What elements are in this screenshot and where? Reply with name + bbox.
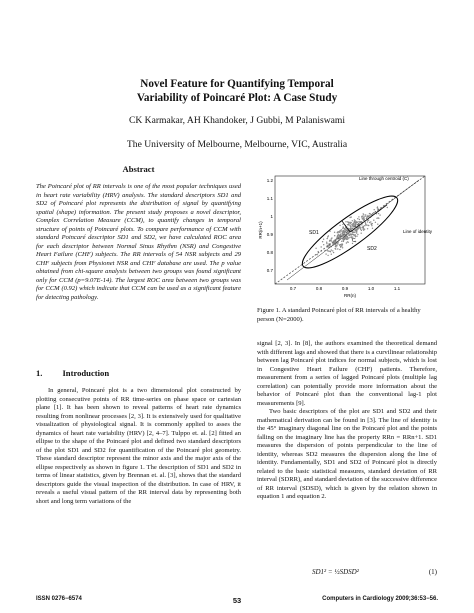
scatter-point: [354, 232, 355, 233]
scatter-point: [317, 254, 318, 255]
scatter-point: [345, 221, 346, 222]
scatter-point: [377, 224, 378, 225]
scatter-point: [341, 241, 342, 242]
right-column-text: [257, 340, 437, 502]
scatter-point: [351, 222, 352, 223]
scatter-point: [346, 242, 347, 243]
scatter-point: [353, 226, 354, 227]
scatter-point: [365, 223, 366, 224]
right-paragraph-2: Two basic descriptors of the plot are SD1 and SD2 and their mathematical derivation can be found in [3]. The line of identity is the 45° imaginary diagonal line on the Poincaré plot and the points falling on the imaginary line has the property RRn = RRn+1. SD1 measures the dispersion of points perpendicular to the line of identity, whereas SD2 measures the dispersion along the line of identity. Fundamentally, SD1 and SD2 of Poincaré plot is directly related to the basic statistical measures, standard deviation of RR interval (SDRR), and standard deviation of the successive difference of RR interval (SDSD), which is given by the relation shown in equation 1 and equation 2.: [257, 408, 437, 500]
scatter-point: [328, 250, 329, 251]
scatter-point: [332, 243, 333, 244]
scatter-point: [325, 253, 326, 254]
scatter-point: [339, 225, 340, 226]
x-tick-label: 0.9: [341, 286, 349, 291]
scatter-point: [343, 227, 344, 228]
label-centroid: C: [352, 238, 356, 244]
scatter-point: [355, 234, 356, 235]
scatter-point: [372, 228, 373, 229]
footer-page-number: 53: [232, 596, 242, 605]
scatter-point: [363, 218, 364, 219]
scatter-point: [329, 251, 330, 252]
scatter-point: [328, 235, 329, 236]
scatter-point: [334, 232, 335, 233]
scatter-point: [323, 244, 324, 245]
scatter-point: [369, 222, 370, 223]
scatter-point: [349, 228, 350, 229]
affiliation: The University of Melbourne, Melbourne, VIC, Australia: [126, 139, 348, 150]
y-tick-label: 0.8: [266, 250, 273, 255]
scatter-point: [339, 235, 340, 236]
scatter-point: [336, 245, 337, 246]
scatter-point: [344, 239, 345, 240]
scatter-point: [355, 229, 356, 230]
intro-text: [36, 387, 241, 506]
scatter-point: [348, 234, 349, 235]
scatter-point: [354, 219, 355, 220]
scatter-point: [337, 236, 338, 237]
scatter-point: [343, 239, 344, 240]
scatter-point: [321, 246, 322, 247]
scatter-point: [359, 219, 360, 220]
scatter-point: [341, 229, 342, 230]
intro-paragraph: In general, Poincaré plot is a two dimensional plot constructed by plotting consecutive points of RR time-series on phase space or cartesian plane [1]. It has been shown to reveal patterns of heart rate dynamics resulting from nonlinear processes [2, 3]. It is extensively used for qualitative visualization of physiological signal. It is commonly applied to asses the dynamics of heart rate variability (HRV) [2, 4–7]. Tulppo et. al. [2] fitted an ellipse to the shape of the Poincaré plot and defined two standard descriptors of the plot SD1 and SD2 for quantification of the Poincaré plot geometry. These standard descriptor represent the minor axis and the major axis of the ellipse respectively as shown in figure 1. The description of SD1 and SD2 in terms of linear statistics, given by Brennan et. al. [3], shows that the standard descriptors guide the visual inspection of the distribution. In case of HRV, it reveals a useful visual pattern of the RR interval data by representing both short and long term variations of the: [36, 387, 241, 505]
x-tick-label: 0.8: [315, 286, 323, 291]
abstract-text: The Poincaré plot of RR intervals is one of the most popular techniques used in heart rate variability (HRV) analysis. The standard descriptors SD1 and SD2 of Poincaré plot represents the distribution of signal by quantifying spatial (shape) information. The present study proposes a novel descriptor, Complex Correlation Measure (CCM), to quantify changes in temporal structure of points of Poincaré plots. To compare performance of CCM with standard Poincaré descriptor SD1 and SD2, we have calculated ROC area for each descriptor between Normal Sinus Rhythm (NSR) and Congestive Heart Failure (CHF) subjects. The RR intervals of 54 NSR subjects and 29 CHF subjects from Physionet NSR and CHF database are used. The p value obtained from chi-square analysis between two groups was found significant only for CCM (p=9.07E-14). The largest ROC area between two groups was for CCM (0.92) which indicate that CCM can be used as a significant feature for detecting pathology.: [36, 183, 241, 301]
scatter-point: [369, 213, 370, 214]
scatter-point: [365, 216, 366, 217]
scatter-point: [334, 235, 335, 236]
poincare-figure: [257, 170, 437, 300]
scatter-point: [364, 225, 365, 226]
section-number: 1.: [36, 368, 43, 378]
scatter-point: [327, 255, 328, 256]
scatter-point: [358, 216, 359, 217]
footer-issn: ISSN 0276−6574: [36, 596, 82, 602]
scatter-point: [367, 228, 368, 229]
scatter-point: [371, 225, 372, 226]
figure-caption: Figure 1. A standard Poincaré plot of RR intervals of a healthy person (N=2000).: [257, 307, 421, 323]
scatter-point: [339, 232, 340, 233]
scatter-point: [375, 222, 376, 223]
scatter-point: [357, 228, 358, 229]
scatter-point: [377, 206, 378, 207]
x-tick-label: 1.0: [367, 286, 375, 291]
scatter-point: [378, 218, 379, 219]
scatter-point: [331, 240, 332, 241]
section-heading: [36, 368, 129, 378]
scatter-point: [339, 249, 340, 250]
scatter-point: [367, 225, 368, 226]
scatter-point: [371, 224, 372, 225]
scatter-point: [339, 230, 340, 231]
scatter-point: [364, 216, 365, 217]
scatter-point: [344, 228, 345, 229]
scatter-point: [345, 230, 346, 231]
scatter-point: [351, 229, 352, 230]
scatter-point: [362, 216, 363, 217]
scatter-point: [337, 248, 338, 249]
scatter-point: [349, 233, 350, 234]
scatter-point: [379, 214, 380, 215]
scatter-point: [326, 243, 327, 244]
scatter-point: [347, 238, 348, 239]
scatter-point: [352, 232, 353, 233]
scatter-point: [356, 232, 357, 233]
paper-title: [0, 77, 474, 105]
scatter-point: [337, 231, 338, 232]
scatter-point: [326, 242, 327, 243]
scatter-point: [367, 221, 368, 222]
scatter-point: [363, 228, 364, 229]
scatter-point: [353, 224, 354, 225]
title-line-1: Novel Feature for Quantifying Temporal: [140, 78, 334, 90]
x-tick-label: 0.7: [289, 286, 297, 291]
footer-journal: Computers in Cardiology 2009;36:53−56.: [322, 596, 438, 602]
scatter-point: [350, 225, 351, 226]
scatter-point: [356, 231, 357, 232]
y-tick-label: 0.7: [266, 268, 273, 273]
scatter-point: [355, 222, 356, 223]
scatter-point: [342, 232, 343, 233]
scatter-point: [341, 245, 342, 246]
scatter-point: [349, 222, 350, 223]
scatter-point: [340, 247, 341, 248]
scatter-point: [361, 217, 362, 218]
scatter-point: [335, 248, 336, 249]
title-line-2: Variability of Poincaré Plot: A Case Study: [136, 92, 338, 104]
scatter-point: [351, 216, 352, 217]
authors: CK Karmakar, AH Khandoker, J Gubbi, M Palaniswami: [128, 115, 346, 126]
scatter-point: [347, 236, 348, 237]
scatter-point: [335, 241, 336, 242]
poincare-plot: [257, 170, 437, 300]
right-paragraph-1: signal [2, 3]. In [8], the authors examined the theoretical demand with different lags and showed that there is a curvilinear relationship between lag Poincaré plot indices for normal subjects, which is lost in Congestive Heart Failure (CHF) patients. Therefore, measurement from a series of lagged Poincaré plots (multiple lag correlation) can potentially provide more information about the behavior of Poincaré plot than the conventional lag-1 plot measurements [9].: [257, 340, 437, 407]
y-tick-label: 1.2: [266, 178, 273, 183]
scatter-point: [323, 239, 324, 240]
scatter-point: [374, 209, 375, 210]
y-tick-label: 1.1: [266, 196, 273, 201]
scatter-point: [348, 224, 349, 225]
scatter-point: [342, 247, 343, 248]
equation-body: SD1² = ½SDSD²: [312, 568, 359, 576]
x-tick-label: 1.1: [393, 286, 401, 291]
scatter-point: [363, 230, 364, 231]
scatter-point: [365, 214, 366, 215]
scatter-point: [363, 226, 364, 227]
scatter-point: [355, 224, 356, 225]
scatter-point: [373, 220, 374, 221]
scatter-point: [387, 207, 388, 208]
scatter-point: [331, 249, 332, 250]
label-sd2: SD2: [367, 246, 377, 252]
scatter-point: [357, 234, 358, 235]
scatter-point: [342, 224, 343, 225]
scatter-point: [361, 224, 362, 225]
label-identity: Line of identity: [403, 229, 433, 234]
scatter-point: [329, 240, 330, 241]
scatter-point: [342, 231, 343, 232]
scatter-point: [345, 238, 346, 239]
scatter-point: [357, 218, 358, 219]
y-tick-label: 1: [270, 214, 273, 219]
scatter-point: [327, 238, 328, 239]
scatter-point: [365, 224, 366, 225]
scatter-point: [378, 213, 379, 214]
scatter-point: [348, 242, 349, 243]
scatter-point: [340, 231, 341, 232]
scatter-point: [361, 233, 362, 234]
scatter-point: [359, 226, 360, 227]
scatter-point: [331, 254, 332, 255]
scatter-point: [341, 244, 342, 245]
sd2-axis: [350, 205, 387, 232]
scatter-point: [356, 221, 357, 222]
scatter-point: [349, 225, 350, 226]
label-sd1: SD1: [309, 230, 319, 236]
scatter-point: [352, 220, 353, 221]
scatter-point: [348, 222, 349, 223]
scatter-point: [315, 248, 316, 249]
scatter-point: [355, 220, 356, 221]
label-centroid-line: Line through centroid (C): [359, 176, 409, 181]
scatter-point: [362, 218, 363, 219]
scatter-point: [333, 252, 334, 253]
x-axis-label: RR(n): [344, 293, 356, 298]
scatter-point: [332, 250, 333, 251]
scatter-point: [343, 232, 344, 233]
abstract-heading: Abstract: [122, 164, 155, 174]
equation-number: (1): [428, 568, 437, 576]
scatter-point: [322, 241, 323, 242]
scatter-point: [350, 223, 351, 224]
scatter-point: [340, 244, 341, 245]
scatter-point: [360, 227, 361, 228]
scatter-point: [353, 223, 354, 224]
y-axis-label: RR(n+1): [258, 221, 263, 239]
scatter-point: [370, 221, 371, 222]
scatter-point: [363, 214, 364, 215]
scatter-point: [331, 238, 332, 239]
section-title: Introduction: [62, 368, 110, 378]
scatter-point: [343, 241, 344, 242]
y-tick-label: 0.9: [266, 232, 273, 237]
scatter-point: [337, 243, 338, 244]
scatter-point: [349, 237, 350, 238]
scatter-point: [356, 236, 357, 237]
scatter-point: [360, 229, 361, 230]
